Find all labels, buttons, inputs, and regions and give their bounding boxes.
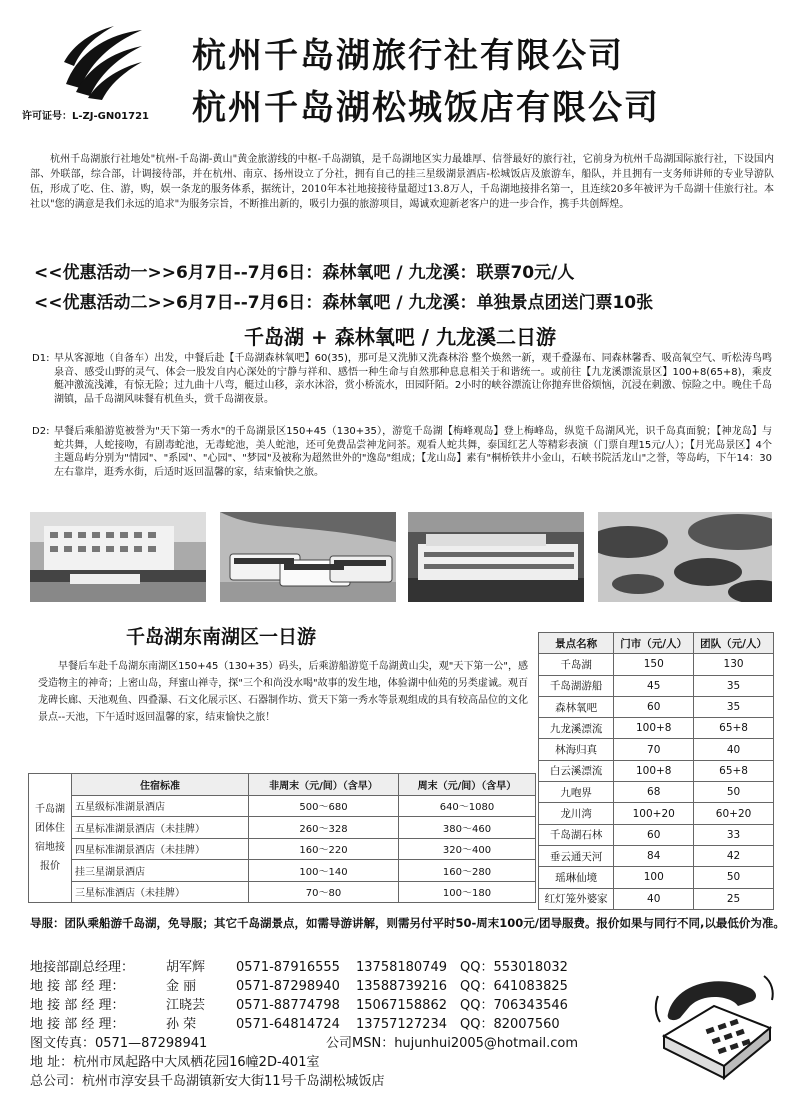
- cell: 160～280: [398, 860, 535, 882]
- hotel-header-row: [29, 774, 536, 796]
- table-row: [539, 888, 774, 909]
- cell: 100～140: [249, 860, 399, 882]
- cell: 垂云通天河: [539, 845, 614, 866]
- cell: 60+20: [694, 803, 774, 824]
- contact-mobile: 13588739216: [356, 979, 447, 994]
- contact-mobile: 15067158862: [356, 998, 447, 1013]
- permit-number: 许可证号：L-ZJ-GN01721: [22, 111, 150, 122]
- cell: 500～680: [249, 795, 399, 817]
- cell: 320～400: [398, 838, 535, 860]
- photo-cruise-ship: [408, 512, 584, 602]
- table-row: [29, 817, 536, 839]
- cell: 25: [694, 888, 774, 909]
- cell: 千岛湖游船: [539, 675, 614, 696]
- photo-hotel: [30, 512, 206, 602]
- cell: 林海归真: [539, 739, 614, 760]
- hotel-col-weekday: 非周末（元/间）（含早）: [249, 774, 399, 796]
- cell: 100: [614, 867, 694, 888]
- cell: 45: [614, 675, 694, 696]
- table-row: [539, 739, 774, 760]
- day2-itinerary: [32, 425, 772, 479]
- msn-address: 公司MSN：hujunhui2005@hotmail.com: [326, 1036, 578, 1051]
- cell: 68: [614, 782, 694, 803]
- cell: 150: [614, 654, 694, 675]
- cell: 三星标准酒店（未挂牌）: [72, 881, 249, 903]
- table-row: [29, 860, 536, 882]
- contact-row: [30, 1016, 560, 1034]
- cell: 瑶琳仙境: [539, 867, 614, 888]
- cell: 160～220: [249, 838, 399, 860]
- table-row: [539, 782, 774, 803]
- cell: 100～180: [398, 881, 535, 903]
- head-office-address: 总公司：杭州市淳安县千岛湖镇新安大街11号千岛湖松城饭店: [30, 1074, 385, 1089]
- cell: 白云溪漂流: [539, 760, 614, 781]
- cell: 60: [614, 824, 694, 845]
- day2-text: 早餐后乘船游览被誉为"天下第一秀水"的千岛湖景区150+45（130+35），游览千岛湖【梅峰观岛】登上梅峰岛，纵览千岛湖风光，识千岛真面貌；【神龙岛】与蛇共舞，人蛇接吻，有剧毒蛇池，无毒蛇池，美人蛇池，还可免费品尝神龙问茶。观看人蛇共舞，泰国红艺人等精彩表演（门票自理15元/人）；【月光岛景区】4个主题岛屿分别为"情园"、"系园"、"心园"、"梦园"及被称为超然世外的"逸岛"组成；【龙山岛】素有"桐桥铁井小金山，石峡书院活龙山"之誉，等岛屿，下午14：30左右靠岸，逛秀水街，后适时返回温馨的家，结束愉快之旅。: [54, 426, 772, 478]
- cell: 100+8: [614, 718, 694, 739]
- table-row: [539, 760, 774, 781]
- contact-row: [30, 978, 568, 996]
- contact-qq: QQ：706343546: [460, 998, 568, 1013]
- photo-buses: [220, 512, 396, 602]
- cell: 千岛湖: [539, 654, 614, 675]
- company-name-1: 杭州千岛湖旅行社有限公司: [192, 36, 624, 76]
- office-address: 地 址：杭州市凤起路中大凤栖花园16幢2D-401室: [30, 1055, 320, 1070]
- contact-row: [30, 997, 568, 1015]
- cell: 九龙溪漂流: [539, 718, 614, 739]
- contact-qq: QQ：641083825: [460, 979, 568, 994]
- scenic-header-row: [539, 633, 774, 654]
- cell: 84: [614, 845, 694, 866]
- contact-label: 地 接 部 经 理：: [30, 1017, 125, 1032]
- promo-1: <<优惠活动一>>6月7日--7月6日：森林氧吧 / 九龙溪：联票70元/人: [34, 263, 575, 283]
- cell: 65+8: [694, 760, 774, 781]
- one-day-tour-title: 千岛湖东南湖区一日游: [126, 626, 317, 648]
- table-row: [539, 803, 774, 824]
- contact-name: 江晓芸: [166, 998, 206, 1013]
- hotel-col-weekend: 周末（元/间）（含早）: [398, 774, 535, 796]
- guide-fee-note: 导服：团队乘船游千岛湖，免导服；其它千岛湖景点，如需导游讲解，则需另付平时50-周末100元/团导服费。报价如果与同行不同,以最低价为准。: [30, 916, 785, 930]
- table-row: [539, 867, 774, 888]
- contact-name: 孙 荣: [166, 1017, 197, 1032]
- table-row: [539, 718, 774, 739]
- cell: 130: [694, 654, 774, 675]
- cell: 四星标准湖景酒店（未挂牌）: [72, 838, 249, 860]
- day2-label: D2:: [32, 426, 50, 437]
- day1-label: D1:: [32, 353, 50, 364]
- cell: 65+8: [694, 718, 774, 739]
- table-row: [539, 824, 774, 845]
- table-row: [539, 845, 774, 866]
- scenic-col-group: 团队（元/人）: [694, 633, 774, 654]
- cell: 红灯笼外婆家: [539, 888, 614, 909]
- day1-text: 早从客源地（自备车）出发，中餐后赴【千岛湖森林氧吧】60(35)，那可是又洗肺又洗森林浴 整个焕然一新，观千叠瀑布、同森林馨香、吸高氧空气、听松涛鸟鸣泉音、感受山野的灵气、体会一股发自内心深处的宁静与祥和、感悟一种生命与自然那种息息相关于和谐统一。或前往【九龙溪漂流景区】100+8(65+8)，乘皮艇冲激流浅滩，有惊无险；过九曲十八弯，艇过山移，亲水沐浴，赏小桥流水，田园阡陌。2小时的峡谷漂流让你抛弃世俗烦恼，沉浸在刺激、惊险之中。晚住千岛湖镇，品千岛湖风味餐有机鱼头，赏千岛湖夜景。: [54, 353, 772, 405]
- cell: 35: [694, 696, 774, 717]
- company-name-2: 杭州千岛湖松城饭店有限公司: [192, 88, 660, 128]
- contact-name: 金 丽: [166, 979, 197, 994]
- cell: 五星标准湖景酒店（未挂牌）: [72, 817, 249, 839]
- cell: 40: [694, 739, 774, 760]
- contact-name: 胡军辉: [166, 960, 206, 975]
- contact-label: 地接部副总经理：: [30, 960, 135, 975]
- promo-2: <<优惠活动二>>6月7日--7月6日：森林氧吧 / 九龙溪：单独景点团送门票10张: [34, 293, 654, 313]
- contact-label: 地 接 部 经 理：: [30, 998, 125, 1013]
- cell: 千岛湖石林: [539, 824, 614, 845]
- cell: 380～460: [398, 817, 535, 839]
- table-row: [539, 696, 774, 717]
- table-row: [539, 654, 774, 675]
- contact-label: 地 接 部 经 理：: [30, 979, 125, 994]
- scenic-col-retail: 门市（元/人）: [614, 633, 694, 654]
- cell: 60: [614, 696, 694, 717]
- one-day-tour-description: 早餐后车赴千岛湖东南湖区150+45（130+35）码头，后乘游船游览千岛湖黄山尖，观"天下第一公"，感受造物主的神奇；上密山岛，拜蜜山禅寺，探"三个和尚没水喝"故事的发生地，体验湖中仙苑的另类虚诚。观百龙碑长廊、天池观鱼、四叠瀑、石文化展示区、石器制作坊、赏天下第一秀水等景观组成的具有较高品位的文化景点--天池，下午适时返回温馨的家，结束愉快之旅！: [38, 661, 528, 723]
- contact-mobile: 13757127234: [356, 1017, 447, 1032]
- company-logo: [58, 22, 146, 102]
- cell: 五星级标准湖景酒店: [72, 795, 249, 817]
- hotel-price-table: [28, 773, 536, 903]
- scenic-price-table: [538, 632, 774, 910]
- hotel-side-label: 千岛湖团体住宿地接报价: [29, 774, 72, 903]
- contact-qq: QQ：553018032: [460, 960, 568, 975]
- contact-qq: QQ：82007560: [460, 1017, 560, 1032]
- hotel-col-standard: 住宿标准: [72, 774, 249, 796]
- table-row: [29, 881, 536, 903]
- fax-msn-row: [30, 1035, 578, 1053]
- cell: 森林氧吧: [539, 696, 614, 717]
- day1-itinerary: [32, 352, 772, 406]
- photo-lake-islands: [598, 512, 772, 602]
- cell: 50: [694, 867, 774, 888]
- contact-tel: 0571-87916555: [236, 960, 340, 975]
- contact-row: [30, 959, 568, 977]
- two-day-tour-title: 千岛湖 + 森林氧吧 / 九龙溪二日游: [244, 325, 556, 349]
- cell: 640～1080: [398, 795, 535, 817]
- table-row: [29, 795, 536, 817]
- cell: 龙川湾: [539, 803, 614, 824]
- cell: 九咆界: [539, 782, 614, 803]
- contact-mobile: 13758180749: [356, 960, 447, 975]
- cell: 100+8: [614, 760, 694, 781]
- cell: 70～80: [249, 881, 399, 903]
- contact-tel: 0571-88774798: [236, 998, 340, 1013]
- cell: 100+20: [614, 803, 694, 824]
- contact-tel: 0571-64814724: [236, 1017, 340, 1032]
- cell: 70: [614, 739, 694, 760]
- cell: 50: [694, 782, 774, 803]
- cell: 35: [694, 675, 774, 696]
- cell: 挂三星湖景酒店: [72, 860, 249, 882]
- table-row: [539, 675, 774, 696]
- fax-number: 图文传真：0571—87298941: [30, 1036, 208, 1051]
- cell: 40: [614, 888, 694, 909]
- cell: 260～328: [249, 817, 399, 839]
- scenic-col-name: 景点名称: [539, 633, 614, 654]
- contact-tel: 0571-87298940: [236, 979, 340, 994]
- cell: 42: [694, 845, 774, 866]
- intro-paragraph: 杭州千岛湖旅行社地处"杭州-千岛湖-黄山"黄金旅游线的中枢-千岛湖镇，是千岛湖地区实力最雄厚、信誉最好的旅行社，它前身为杭州千岛湖国际旅行社，下设国内部、外联部，综合部，计调接待部，并在杭州、南京、扬州设立了分社，拥有自己的挂三星级湖景酒店-松城饭店及旅游车，船队，并且拥有一支务师讲师的专业导游队伍，形成了吃、住、游，购，娱一条龙的服务体系，据统计，2010年本社地接接待量超过13.8万人，千岛湖地接排名第一，且连续20多年被评为千岛湖十佳旅行社。本社以"您的满意是我们永远的追求"为服务宗旨，不断推出新的，吸引力强的旅游项目，竭诚欢迎新老客户的进一步合作，携手共创辉煌。: [30, 154, 774, 210]
- telephone-icon: [654, 966, 776, 1084]
- cell: 33: [694, 824, 774, 845]
- table-row: [29, 838, 536, 860]
